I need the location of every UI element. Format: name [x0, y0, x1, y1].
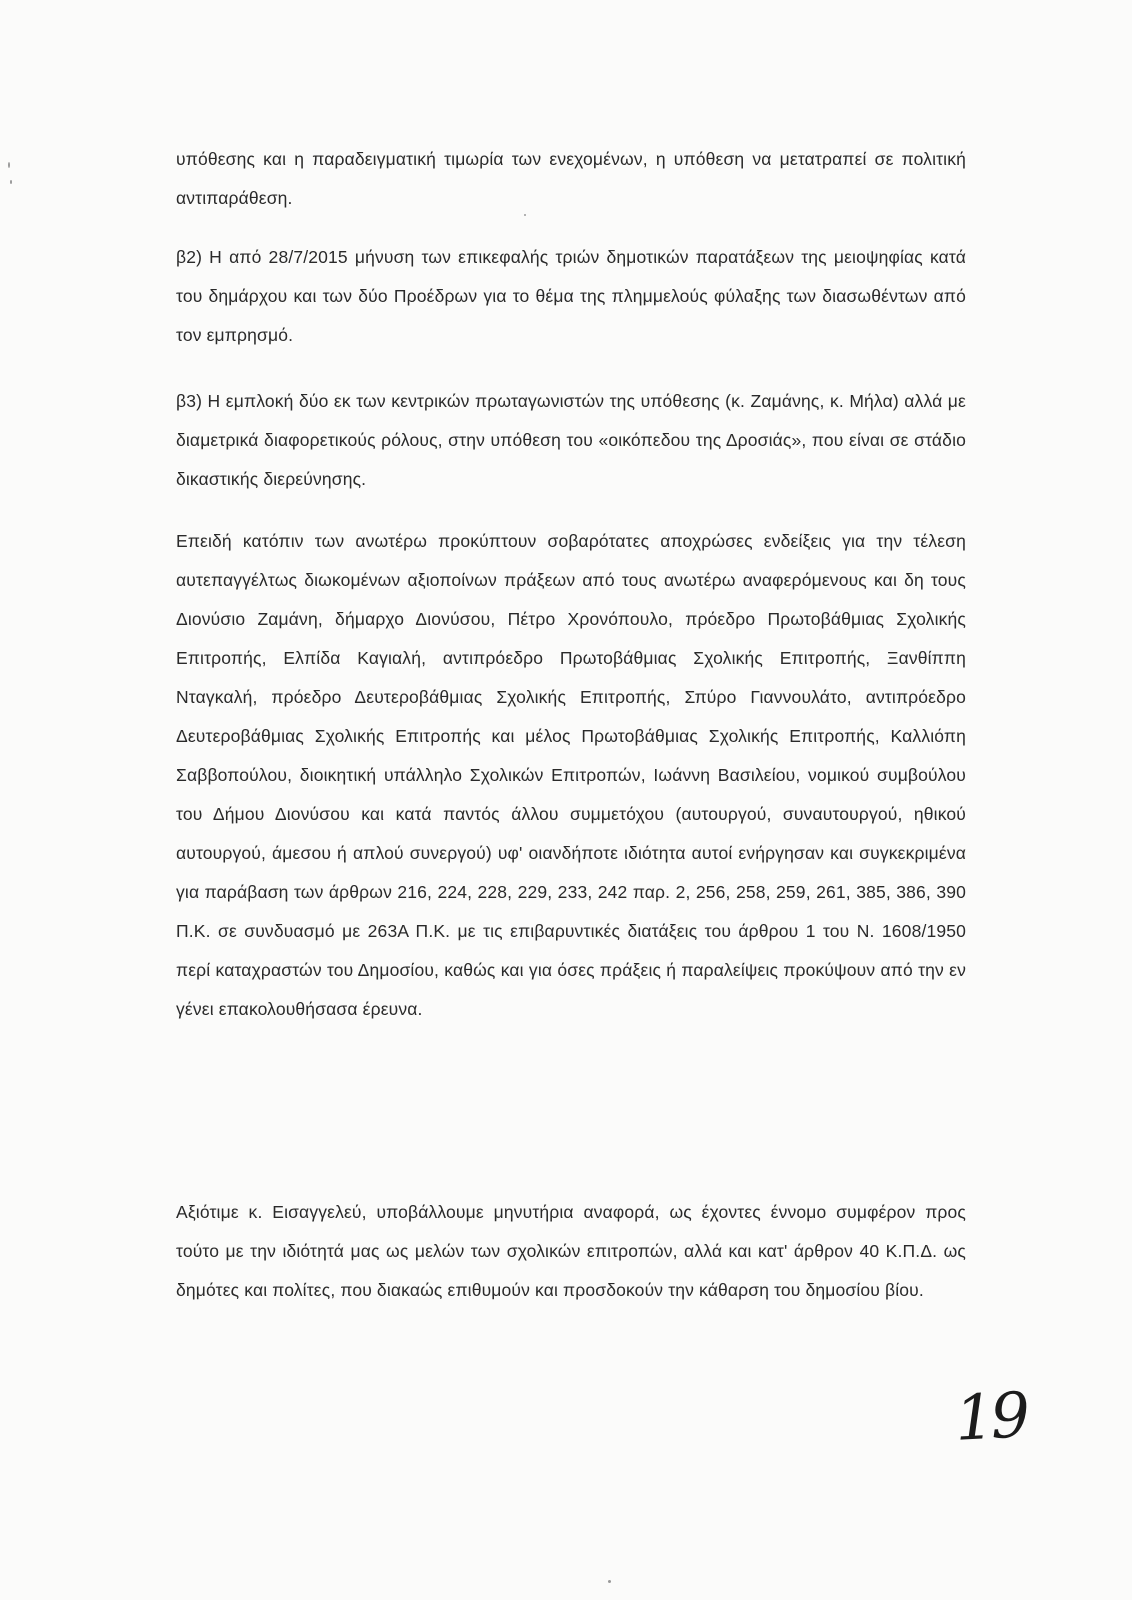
paragraph-intro: [176, 140, 966, 218]
paragraph-b3: [176, 382, 966, 499]
paragraph-b2: [176, 238, 966, 355]
paragraph-main: [176, 522, 966, 1029]
scan-speck: [608, 1580, 611, 1583]
paragraph-text: Επειδή κατόπιν των ανωτέρω προκύπτουν σοβαρότατες αποχρώσες ενδείξεις για την τέλεση αυτεπαγγέλτως διωκομένων αξιοποίνων πράξεων από τους ανωτέρω αναφερόμενους και δη τους Διονύσιο Ζαμάνη, δήμαρχο Διονύσου, Πέτρο Χρονόπουλο, πρόεδρο Πρωτοβάθμιας Σχολικής Επιτροπής, Ελπίδα Καγιαλή, αντιπρόεδρο Πρωτοβάθμιας Σχολικής Επιτροπής, Ξανθίππη Νταγκαλή, πρόεδρο Δευτεροβάθμιας Σχολικής Επιτροπής, Σπύρο Γιαννουλάτο, αντιπρόεδρο Δευτεροβάθμιας Σχολικής Επιτροπής και μέλος Πρωτοβάθμιας Σχολικής Επιτροπής, Καλλιόπη Σαββοπούλου, διοικητική υπάλληλο Σχολικών Επιτροπών, Ιωάννη Βασιλείου, νομικού συμβούλου του Δήμου Διονύσου και κατά παντός άλλου συμμετόχου (αυτουργού, συναυτουργού, ηθικού αυτουργού, άμεσου ή απλού συνεργού) υφ' οιανδήποτε ιδιότητα αυτοί ενήργησαν και συγκεκριμένα για παράβαση των άρθρων 216, 224, 228, 229, 233, 242 παρ. 2, 256, 258, 259, 261, 385, 386, 390 Π.Κ. σε συνδυασμό με 263Α Π.Κ. με τις επιβαρυντικές διατάξεις του άρθρου 1 του Ν. 1608/1950 περί καταχραστών του Δημοσίου, καθώς και για όσες πράξεις ή παραλείψεις προκύψουν από την εν γένει επακολουθήσασα έρευνα.: [176, 531, 966, 1019]
handwritten-page-number: 19: [953, 1378, 1028, 1455]
paragraph-text: υπόθεσης και η παραδειγματική τιμωρία των ενεχομένων, η υπόθεση να μετατραπεί σε πολιτική αντιπαράθεση.: [176, 149, 966, 208]
paragraph-text: Αξιότιμε κ. Εισαγγελεύ, υποβάλλουμε μηνυτήρια αναφορά, ως έχοντες έννομο συμφέρον προς τούτο με την ιδιότητά μας ως μελών των σχολικών επιτροπών, αλλά και κατ' άρθρον 40 Κ.Π.Δ. ως δημότες και πολίτες, που διακαώς επιθυμούν και προσδοκούν την κάθαρση του δημοσίου βίου.: [176, 1202, 966, 1300]
paragraph-closing: [176, 1193, 966, 1310]
paragraph-text: β2) Η από 28/7/2015 μήνυση των επικεφαλής τριών δημοτικών παρατάξεων της μειοψηφίας κατά του δημάρχου και των δύο Προέδρων για το θέμα της πλημμελούς φύλαξης των διασωθέντων από τον εμπρησμό.: [176, 247, 966, 345]
scan-speck: [8, 162, 10, 168]
scan-speck: [10, 180, 12, 184]
paragraph-text: β3) Η εμπλοκή δύο εκ των κεντρικών πρωταγωνιστών της υπόθεσης (κ. Ζαμάνης, κ. Μήλα) αλλά με διαμετρικά διαφορετικούς ρόλους, στην υπόθεση του «οικόπεδου της Δροσιάς», που είναι σε στάδιο δικαστικής διερεύνησης.: [176, 391, 966, 489]
